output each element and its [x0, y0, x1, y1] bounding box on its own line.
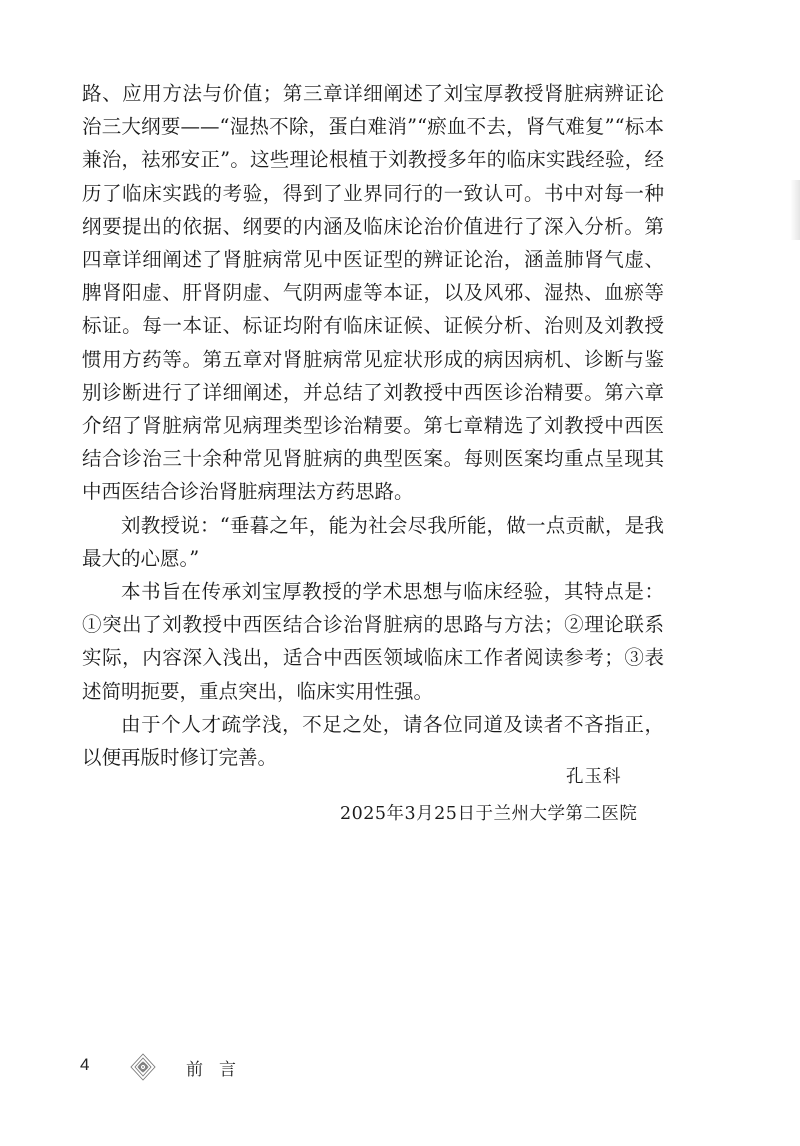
- section-name: 前言: [186, 1060, 252, 1080]
- page-footer: [0, 1053, 800, 1083]
- signature-date-place: 2025年3月25日于兰州大学第二医院: [340, 804, 638, 824]
- paragraph-quote: 刘教授说：“垂暮之年，能为社会尽我所能，做一点贡献，是我最大的心愿。”: [82, 513, 664, 570]
- paragraph-continued: 路、应用方法与价值；第三章详细阐述了刘宝厚教授肾脏病辨证论治三大纲要——“湿热不除，蛋白难消”“瘀血不去，肾气难复”“标本兼治，祛邪安正”。这些理论根植于刘教授多年的临床实践经验，经历了临床实践的考验，得到了业界同行的一致认可。书中对每一种纲要提出的依据、纲要的内涵及临床论治价值进行了深入分析。第四章详细阐述了肾脏病常见中医证型的辨证论治，涵盖肺肾气虚、脾肾阳虚、肝肾阴虚、气阴两虚等本证，以及风邪、湿热、血瘀等标证。每一本证、标证均附有临床证候、证候分析、治则及刘教授惯用方药等。第五章对肾脏病常见症状形成的病因病机、诊断与鉴别诊断进行了详细阐述，并总结了刘教授中西医诊治精要。第六章介绍了肾脏病常见病理类型诊治精要。第七章精选了刘教授中西医结合诊治三十余种常见肾脏病的典型医案。每则医案均重点呈现其中西医结合诊治肾脏病理法方药思路。: [82, 82, 664, 504]
- page-number: 4: [80, 1055, 90, 1074]
- author-signature: 孔玉科: [566, 767, 622, 787]
- paragraph-closing: 由于个人才疏学浅，不足之处，请各位同道及读者不吝指正，以便再版时修订完善。: [82, 712, 664, 770]
- page-edge-shadow: [790, 180, 800, 240]
- floral-ornament-icon: [128, 1053, 158, 1081]
- paragraph-features: 本书旨在传承刘宝厚教授的学术思想与临床经验，其特点是：①突出了刘教授中西医结合诊治肾脏病的思路与方法；②理论联系实际，内容深入浅出，适合中西医领域临床工作者阅读参考；③表述简明扼要，重点突出，临床实用性强。: [82, 580, 664, 703]
- preface-body: [82, 77, 664, 774]
